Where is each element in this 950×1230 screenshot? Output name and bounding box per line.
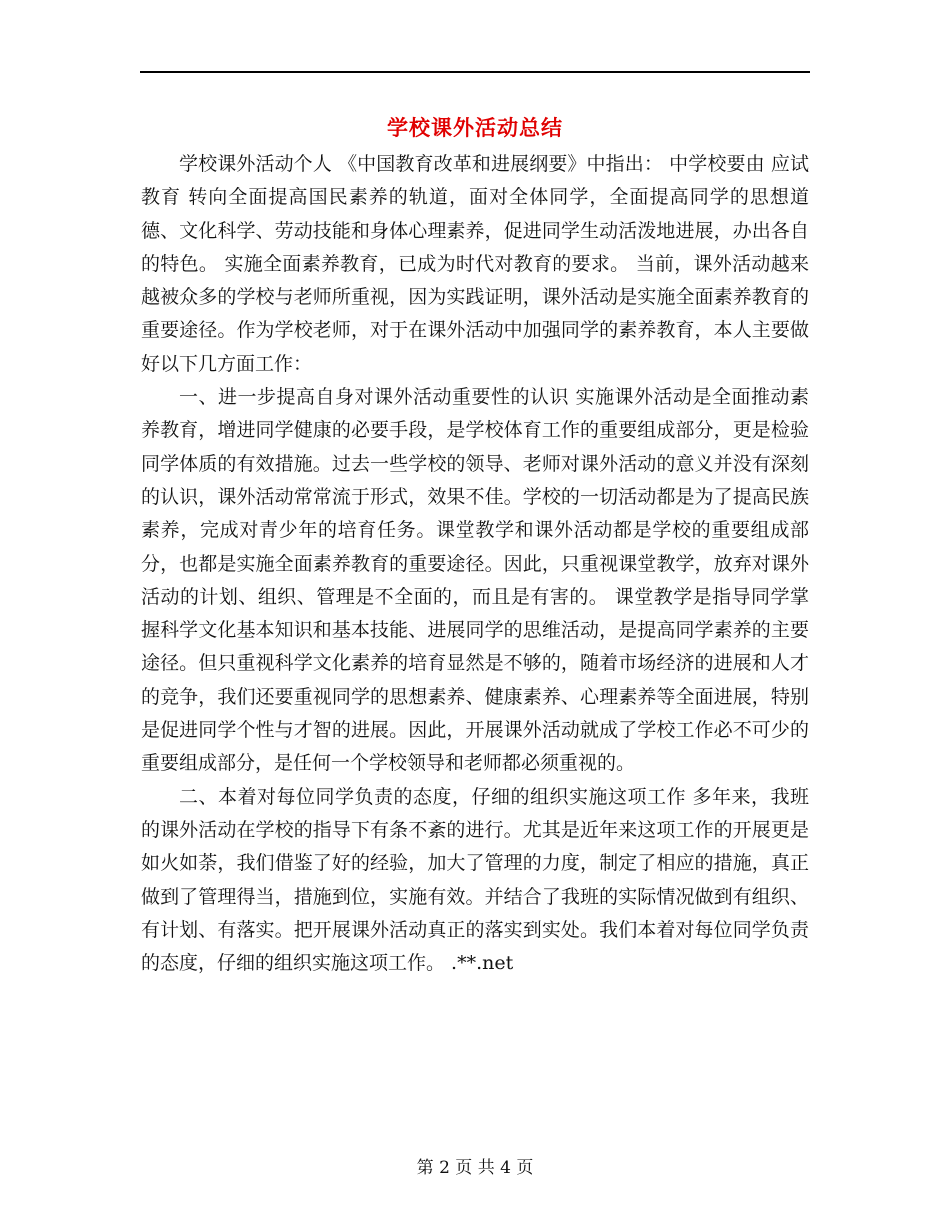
paragraph-intro: 学校课外活动个人 《中国教育改革和进展纲要》中指出： 中学校要由 应试教育 转向全面提高国民素养的轨道，面对全体同学，全面提高同学的思想道德、文化科学、劳动技能和身体心理素养，促进同学生动活泼地进展，办出各自的特色。 实施全面素养教育，已成为时代对教育的要求。 当前，课外活动越来越被众多的学校与老师所重视，因为实践证明，课外活动是实施全面素养教育的重要途径。作为学校老师，对于在课外活动中加强同学的素养教育，本人主要做好以下几方面工作： [141, 153, 809, 375]
document-body [141, 148, 809, 980]
header-rule [140, 71, 810, 73]
page-footer: 第 2 页 共 4 页 [416, 1158, 534, 1178]
paragraph-section-two: 二、本着对每位同学负责的态度，仔细的组织实施这项工作 多年来，我班的课外活动在学校的指导下有条不紊的进行。尤其是近年来这项工作的开展更是如火如荼，我们借鉴了好的经验，加大了管理的力度，制定了相应的措施，真正做到了管理得当，措施到位，实施有效。并结合了我班的实际情况做到有组织、有计划、有落实。把开展课外活动真正的落实到实处。我们本着对每位同学负责的态度，仔细的组织实施这项工作。 .**.net [141, 785, 809, 975]
document-title: 学校课外活动总结 [387, 115, 563, 140]
paragraph-section-one: 一、进一步提高自身对课外活动重要性的认识 实施课外活动是全面推动素养教育，增进同学健康的必要手段，是学校体育工作的重要组成部分，更是检验同学体质的有效措施。过去一些学校的领导、老师对课外活动的意义并没有深刻的认识，课外活动常常流于形式，效果不佳。学校的一切活动都是为了提高民族素养，完成对青少年的培育任务。课堂教学和课外活动都是学校的重要组成部分，也都是实施全面素养教育的重要途径。因此，只重视课堂教学，放弃对课外活动的计划、组织、管理是不全面的，而且是有害的。 课堂教学是指导同学掌握科学文化基本知识和基本技能、进展同学的思维活动，是提高同学素养的主要途径。但只重视科学文化素养的培育显然是不够的，随着市场经济的进展和人才的竞争，我们还要重视同学的思想素养、健康素养、心理素养等全面进展，特别是促进同学个性与才智的进展。因此，开展课外活动就成了学校工作必不可少的重要组成部分，是任何一个学校领导和老师都必须重视的。 [141, 386, 809, 775]
